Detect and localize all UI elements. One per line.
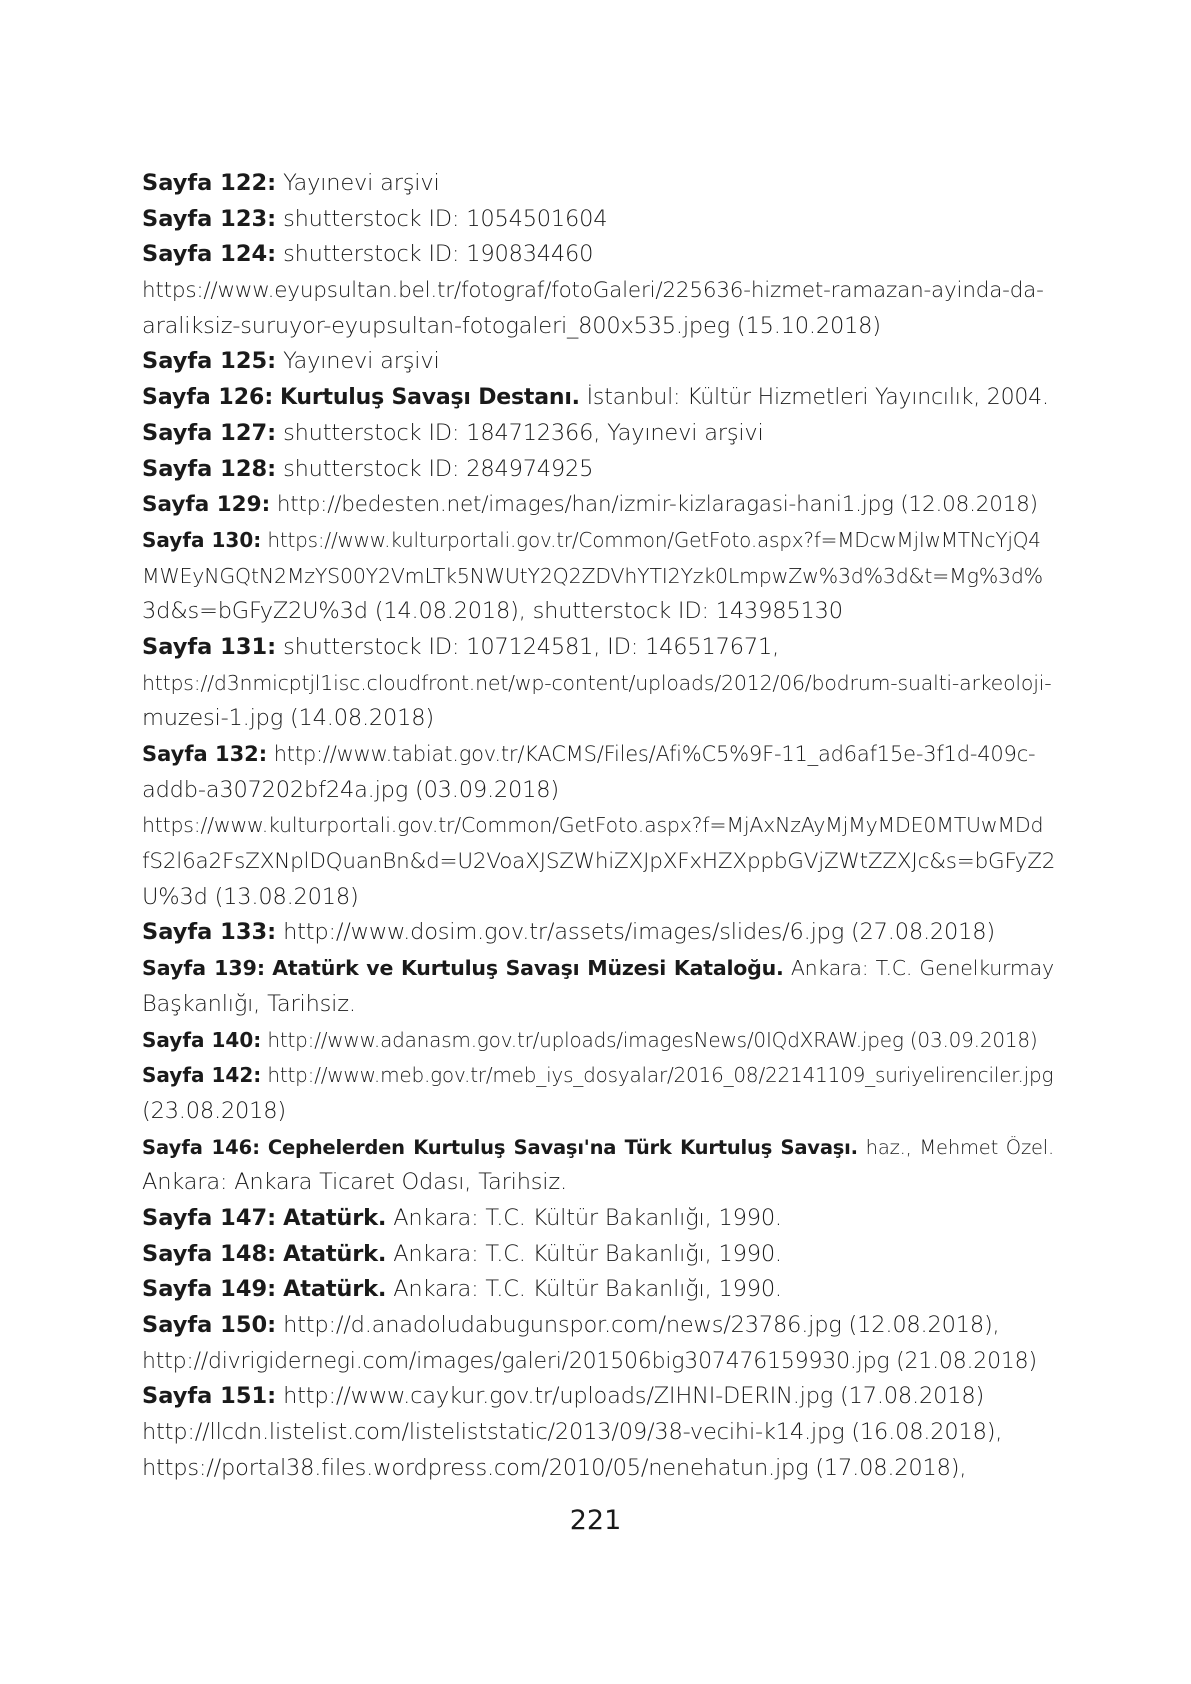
source-line xyxy=(142,1308,1054,1344)
source-line xyxy=(142,309,1054,345)
source-line xyxy=(142,1379,1054,1415)
page-label: Sayfa 148: xyxy=(142,1240,277,1267)
source-line xyxy=(142,380,1054,416)
source-text: shutterstock ID: 184712366, Yayınevi arşivi xyxy=(283,419,764,446)
source-line xyxy=(142,1272,1054,1308)
source-text: Yayınevi arşivi xyxy=(283,348,440,375)
source-text: Ankara: T.C. Kültür Bakanlığı, 1990. xyxy=(393,1276,782,1303)
source-text: Ankara: T.C. Kültür Bakanlığı, 1990. xyxy=(393,1204,782,1231)
source-line xyxy=(142,880,1054,916)
source-line xyxy=(142,666,1054,702)
page-label: Sayfa 147: xyxy=(142,1204,277,1231)
page-label: Sayfa 149: xyxy=(142,1276,277,1303)
source-text: Başkanlığı, Tarihsiz. xyxy=(142,990,356,1017)
source-line xyxy=(142,1344,1054,1380)
source-text: shutterstock ID: 190834460 xyxy=(283,241,594,268)
source-line xyxy=(142,1094,1054,1130)
source-text: http://d.anadoludabugunspor.com/news/23786.jpg (12.08.2018), xyxy=(283,1312,1000,1338)
source-line xyxy=(142,344,1054,380)
page-label: Sayfa 124: xyxy=(142,241,277,268)
source-line xyxy=(142,273,1054,309)
source-text: addb-a307202bf24a.jpg (03.09.2018) xyxy=(142,776,559,803)
source-text: https://www.eyupsultan.bel.tr/fotograf/fotoGaleri/225636-hizmet-ramazan-ayinda-da- xyxy=(142,278,1044,304)
source-line xyxy=(142,701,1054,737)
source-text: shutterstock ID: 284974925 xyxy=(283,455,594,482)
source-line xyxy=(142,202,1054,238)
source-line xyxy=(142,773,1054,809)
page-label: Sayfa 122: xyxy=(142,170,277,196)
source-line xyxy=(142,844,1054,880)
source-text: http://divrigidernegi.com/images/galeri/201506big307476159930.jpg (21.08.2018) xyxy=(142,1348,1037,1374)
source-text: https://www.kulturportali.gov.tr/Common/GetFoto.aspx?f=MjAxNzAyMjMyMDE0MTUwMDd xyxy=(142,813,1044,838)
source-text: (23.08.2018) xyxy=(142,1097,286,1124)
book-title: Kurtuluş Savaşı Destanı. xyxy=(279,385,580,411)
source-text: haz., Mehmet Özel. xyxy=(865,1135,1055,1159)
page-number: 221 xyxy=(569,1505,622,1536)
source-line xyxy=(142,416,1054,452)
source-text: Yayınevi arşivi xyxy=(283,170,440,196)
source-line xyxy=(142,1130,1054,1166)
source-text: http://llcdn.listelist.com/listeliststatic/2013/09/38-vecihi-k14.jpg (16.08.2018), xyxy=(142,1419,1003,1446)
page-label: Sayfa 139: xyxy=(142,956,266,981)
source-line xyxy=(142,915,1054,951)
book-title: Atatürk ve Kurtuluş Savaşı Müzesi Kataloğu. xyxy=(272,956,784,981)
source-line xyxy=(142,1165,1054,1201)
page-label: Sayfa 129: xyxy=(142,492,271,518)
page-label: Sayfa 150: xyxy=(142,1312,277,1338)
source-line xyxy=(142,951,1054,987)
source-line xyxy=(142,630,1054,666)
source-text: 3d&s=bGFyZ2U%3d (14.08.2018), shutterstock ID: 143985130 xyxy=(142,598,843,625)
book-title: Atatürk. xyxy=(283,1240,387,1267)
page-label: Sayfa 127: xyxy=(142,419,277,446)
source-text: fS2l6a2FsZXNplDQuanBn&d=U2VoaXJSZWhiZXJpXFxHZXppbGVjZWtZZXJc&s=bGFyZ2 xyxy=(142,849,1056,875)
page-label: Sayfa 133: xyxy=(142,919,277,946)
page-label: Sayfa 151: xyxy=(142,1383,277,1410)
source-line xyxy=(142,987,1054,1023)
page-label: Sayfa 142: xyxy=(142,1063,262,1088)
page-label: Sayfa 146: xyxy=(142,1135,261,1159)
page-label: Sayfa 123: xyxy=(142,205,277,232)
source-text: http://www.caykur.gov.tr/uploads/ZIHNI-DERIN.jpg (17.08.2018) xyxy=(283,1383,985,1410)
source-list xyxy=(142,166,1054,1486)
source-text: http://www.adanasm.gov.tr/uploads/imagesNews/0IQdXRAW.jpeg (03.09.2018) xyxy=(267,1027,1038,1052)
source-line xyxy=(142,1415,1054,1451)
source-text: https://d3nmicptjl1isc.cloudfront.net/wp-content/uploads/2012/06/bodrum-sualti-arkeoloji- xyxy=(142,670,1052,695)
page-label: Sayfa 132: xyxy=(142,742,268,766)
source-text: https://www.kulturportali.gov.tr/Common/GetFoto.aspx?f=MDcwMjIwMTNcYjQ4 xyxy=(267,527,1041,552)
page-label: Sayfa 140: xyxy=(142,1027,262,1052)
source-text: http://bedesten.net/images/han/izmir-kizlaragasi-hani1.jpg (12.08.2018) xyxy=(276,492,1038,518)
source-line xyxy=(142,737,1054,773)
source-line xyxy=(142,487,1054,523)
book-title: Atatürk. xyxy=(283,1276,387,1303)
source-text: Ankara: T.C. Kültür Bakanlığı, 1990. xyxy=(393,1240,782,1267)
source-line xyxy=(142,594,1054,630)
source-text: Ankara: T.C. Genelkurmay xyxy=(790,956,1054,981)
source-text: http://www.meb.gov.tr/meb_iys_dosyalar/2016_08/22141109_suriyelirenciler.jpg xyxy=(267,1063,1054,1088)
page-label: Sayfa 128: xyxy=(142,455,277,482)
source-line xyxy=(142,1023,1054,1059)
page-label: Sayfa 130: xyxy=(142,527,262,552)
source-text: http://www.dosim.gov.tr/assets/images/slides/6.jpg (27.08.2018) xyxy=(283,919,995,946)
source-line xyxy=(142,452,1054,488)
source-line xyxy=(142,237,1054,273)
source-text: muzesi-1.jpg (14.08.2018) xyxy=(142,705,434,732)
source-text: Ankara: Ankara Ticaret Odası, Tarihsiz. xyxy=(142,1169,567,1196)
book-title: Atatürk. xyxy=(283,1204,387,1231)
source-text: shutterstock ID: 107124581, ID: 146517671, xyxy=(283,633,780,660)
source-text: https://portal38.files.wordpress.com/2010/05/nenehatun.jpg (17.08.2018), xyxy=(142,1454,967,1481)
source-text: http://www.tabiat.gov.tr/KACMS/Files/Afi%C5%9F-11_ad6af15e-3f1d-409c- xyxy=(273,742,1036,766)
source-line xyxy=(142,523,1054,559)
source-line xyxy=(142,559,1054,595)
source-text: İstanbul: Kültür Hizmetleri Yayıncılık, 2004. xyxy=(586,385,1049,411)
page-label: Sayfa 125: xyxy=(142,348,277,375)
source-text: MWEyNGQtN2MzYS00Y2VmLTk5NWUtY2Q2ZDVhYTI2Yzk0LmpwZw%3d%3d&t=Mg%3d% xyxy=(142,563,1043,588)
source-line xyxy=(142,808,1054,844)
source-line xyxy=(142,1451,1054,1487)
page-label: Sayfa 131: xyxy=(142,633,277,660)
source-text: araliksiz-suruyor-eyupsultan-fotogaleri_800x535.jpeg (15.10.2018) xyxy=(142,312,881,339)
source-line xyxy=(142,1201,1054,1237)
page-label: Sayfa 126: xyxy=(142,385,274,411)
source-line xyxy=(142,1058,1054,1094)
source-line xyxy=(142,166,1054,202)
book-title: Cephelerden Kurtuluş Savaşı'na Türk Kurtuluş Savaşı. xyxy=(267,1135,858,1159)
source-text: U%3d (13.08.2018) xyxy=(142,883,359,910)
source-text: shutterstock ID: 1054501604 xyxy=(283,205,608,232)
source-line xyxy=(142,1237,1054,1273)
